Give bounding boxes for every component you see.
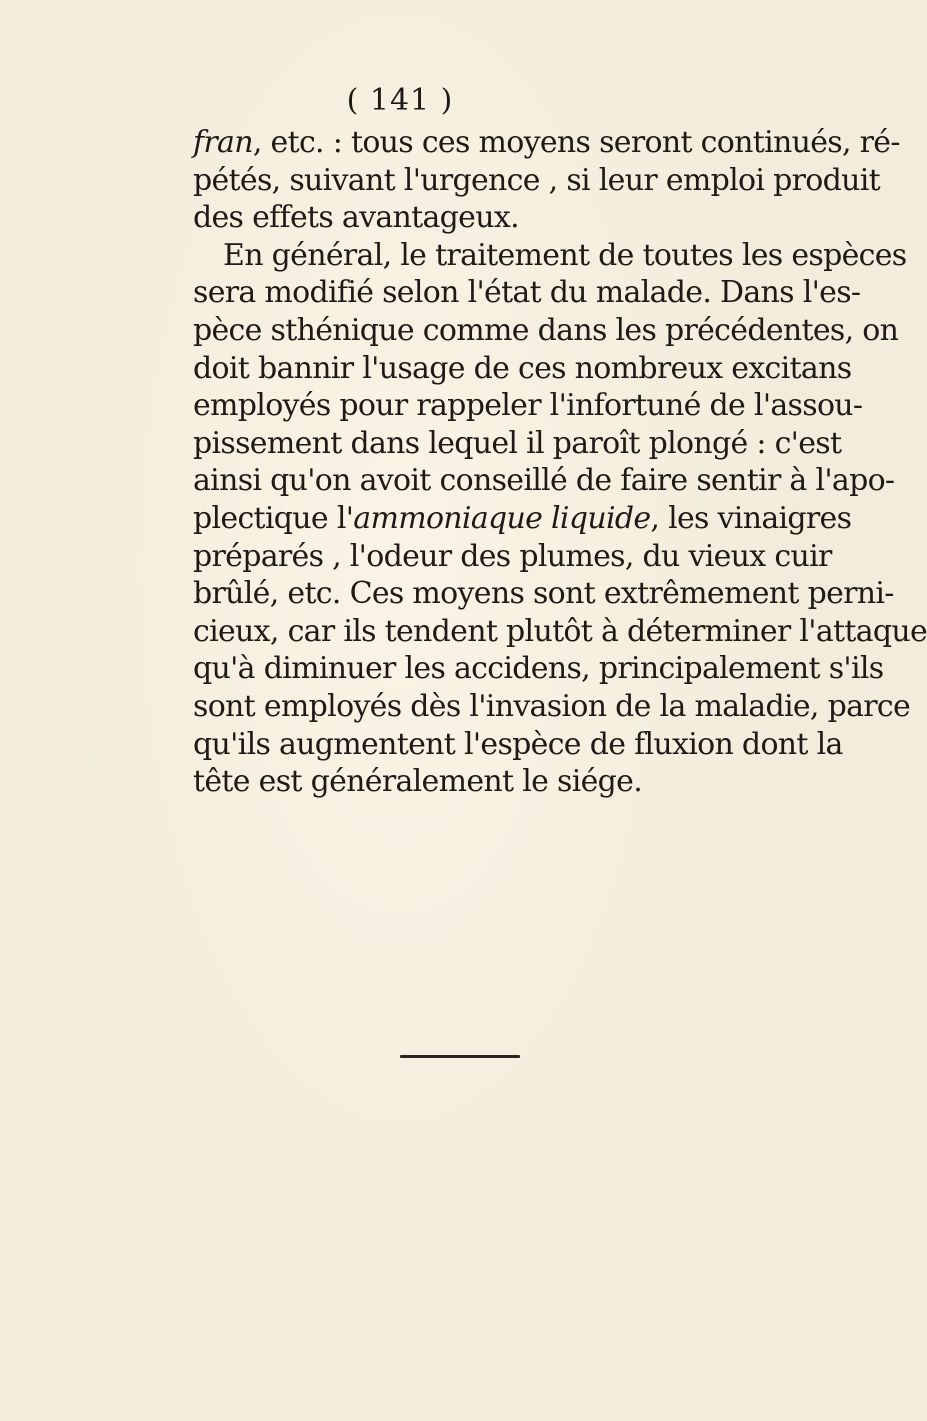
text-line-10: ainsi qu'on avoit conseillé de faire sentir à l'apo- (193, 463, 895, 499)
text-run: , etc. : tous ces moyens seront continués, ré- (252, 125, 900, 160)
text-line-11 (193, 500, 852, 538)
text-line-2: pétés, suivant l'urgence , si leur emploi produit (193, 162, 880, 198)
body-text (193, 124, 927, 801)
text-line-1 (193, 124, 900, 162)
text-run: , les vinaigres (650, 500, 852, 536)
text-line-6: pèce sthénique comme dans les précédentes, on (193, 312, 899, 348)
text-line-8: employés pour rappeler l'infortuné de l'assou- (193, 388, 863, 424)
text-line-4: En général, le traitement de toutes les espèces (223, 237, 907, 273)
italic-phrase: ammoniaque liquide (353, 500, 651, 536)
text-line-5: sera modifié selon l'état du malade. Dans l'es- (193, 275, 861, 311)
page-number: ( 141 ) (346, 83, 454, 118)
italic-word: fran (193, 125, 253, 160)
text-line-15: qu'à diminuer les accidens, principalement s'ils (193, 651, 884, 687)
text-line-12: préparés , l'odeur des plumes, du vieux cuir (193, 538, 832, 574)
text-line-18: tête est généralement le siége. (193, 764, 643, 800)
text-line-17: qu'ils augmentent l'espèce de fluxion dont la (193, 726, 843, 762)
text-line-14: cieux, car ils tendent plutôt à déterminer l'attaque (193, 613, 927, 649)
text-line-13: brûlé, etc. Ces moyens sont extrêmement perni- (193, 576, 894, 612)
text-run: plectique l' (193, 500, 354, 536)
text-line-7: doit bannir l'usage de ces nombreux excitans (193, 350, 852, 386)
text-line-9: pissement dans lequel il paroît plongé : c'est (193, 425, 842, 461)
section-rule (400, 1055, 520, 1058)
text-line-16: sont employés dès l'invasion de la maladie, parce (193, 688, 911, 724)
text-line-3: des effets avantageux. (193, 200, 519, 236)
